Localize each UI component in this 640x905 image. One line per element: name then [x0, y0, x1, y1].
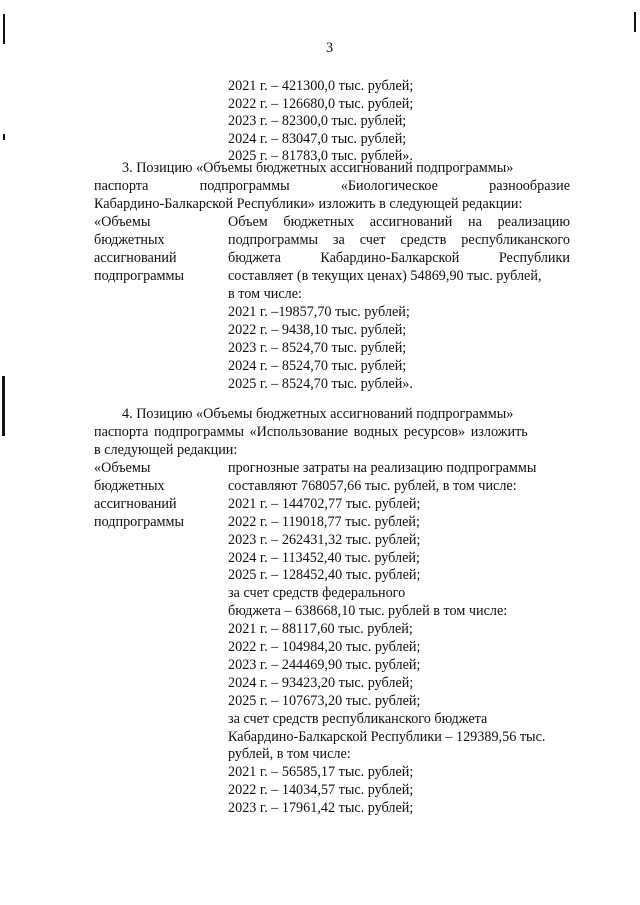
scan-mark-right [634, 12, 636, 32]
section3-line2 [94, 178, 570, 195]
section4-right-line: 2023 г. – 244469,90 тыс. рублей; [228, 656, 421, 673]
intro-year-line: 2021 г. – 421300,0 тыс. рублей; [228, 78, 414, 94]
section3-right-line5: в том числе: [228, 286, 302, 302]
word: подпрограммы [199, 178, 290, 194]
scan-mark-top [3, 14, 5, 44]
section4-right-line: рублей, в том числе: [228, 746, 351, 763]
word: бюджетных [283, 214, 355, 230]
word: Кабардино-Балкарской [320, 250, 460, 266]
section4-right-line: 2021 г. – 56585,17 тыс. рублей; [228, 764, 414, 781]
word: республиканского [461, 232, 570, 248]
section4-left-line: «Объемы [94, 460, 151, 476]
intro-year-line: 2023 г. – 82300,0 тыс. рублей; [228, 113, 407, 129]
intro-year-line: 2022 г. – 126680,0 тыс. рублей; [228, 95, 414, 112]
section4-right-line: 2021 г. – 88117,60 тыс. рублей; [228, 621, 413, 638]
word: Объем [228, 214, 268, 230]
section4-right-line: 2022 г. – 14034,57 тыс. рублей; [228, 782, 414, 799]
section4-right-line: 2023 г. – 17961,42 тыс. рублей; [228, 800, 414, 817]
section4-line2: паспорта подпрограммы «Использование водных ресурсов» изложить [94, 424, 528, 440]
section4-right-line: 2025 г. – 107673,20 тыс. рублей; [228, 692, 421, 709]
section4-right-line: Кабардино-Балкарской Республики – 129389,56 тыс. [228, 728, 546, 745]
section3-left-line: ассигнований [94, 250, 177, 266]
section4-line3: в следующей редакции: [94, 442, 238, 458]
word: Республики [498, 250, 570, 266]
word: ассигнований [369, 214, 453, 230]
section4-right-line: 2022 г. – 104984,20 тыс. рублей; [228, 639, 421, 655]
section4-right-line: прогнозные затраты на реализацию подпрограммы [228, 460, 537, 476]
section3-year-line: 2025 г. – 8524,70 тыс. рублей». [228, 376, 413, 392]
page-number: 3 [326, 40, 334, 56]
word: средств [400, 232, 447, 248]
section3-line1: 3. Позицию «Объемы бюджетных ассигнований подпрограммы» [122, 160, 514, 176]
section3-year-line: 2021 г. –19857,70 тыс. рублей; [228, 304, 410, 320]
section4-right-line: за счет средств республиканского бюджета [228, 710, 488, 727]
section4-right-line: бюджета – 638668,10 тыс. рублей в том числе: [228, 603, 508, 620]
section4-right-line: 2024 г. – 93423,20 тыс. рублей; [228, 674, 414, 691]
section4-left-line: подпрограммы [94, 514, 184, 530]
section4-right-line: за счет средств федерального [228, 585, 406, 602]
word: счет [359, 232, 386, 248]
section3-year-line: 2022 г. – 9438,10 тыс. рублей; [228, 322, 407, 338]
scan-mark-mid [2, 376, 5, 436]
section4-right-line: 2023 г. – 262431,32 тыс. рублей; [228, 531, 421, 548]
word: разнообразие [489, 178, 570, 194]
section4-right-line: 2025 г. – 128452,40 тыс. рублей; [228, 567, 421, 584]
section4-right-line: 2022 г. – 119018,77 тыс. рублей; [228, 513, 420, 530]
word: бюджета [228, 250, 281, 266]
section3-year-line: 2023 г. – 8524,70 тыс. рублей; [228, 340, 407, 356]
section3-left-line: «Объемы [94, 214, 151, 230]
section3-right-line2 [228, 232, 570, 249]
section4-left-line: ассигнований [94, 496, 177, 512]
section3-right-line4: составляет (в текущих ценах) 54869,90 тыс. рублей, [228, 268, 542, 284]
word: подпрограммы [228, 232, 318, 248]
section4-right-line: 2021 г. – 144702,77 тыс. рублей; [228, 495, 421, 512]
word: за [332, 232, 345, 248]
section4-right-line: составляют 768057,66 тыс. рублей, в том числе: [228, 477, 517, 494]
word: на [468, 214, 482, 230]
section3-year-line: 2024 г. – 8524,70 тыс. рублей; [228, 358, 407, 374]
word: реализацию [497, 214, 570, 230]
scan-mark-small [3, 134, 5, 140]
section3-right-line1 [228, 214, 570, 231]
word: «Биологическое [340, 178, 438, 194]
word: паспорта [94, 178, 149, 194]
intro-year-line: 2025 г. – 81783,0 тыс. рублей». [228, 148, 413, 164]
section4-left-line: бюджетных [94, 478, 165, 494]
section3-left-line: бюджетных [94, 232, 165, 248]
intro-year-line: 2024 г. – 83047,0 тыс. рублей; [228, 130, 407, 147]
section3-right-line3 [228, 250, 570, 267]
section3-left-line: подпрограммы [94, 268, 184, 284]
section4-line1: 4. Позицию «Объемы бюджетных ассигнований подпрограммы» [122, 406, 514, 422]
section3-line3: Кабардино-Балкарской Республики» изложить в следующей редакции: [94, 196, 523, 212]
section4-right-line: 2024 г. – 113452,40 тыс. рублей; [228, 549, 420, 566]
